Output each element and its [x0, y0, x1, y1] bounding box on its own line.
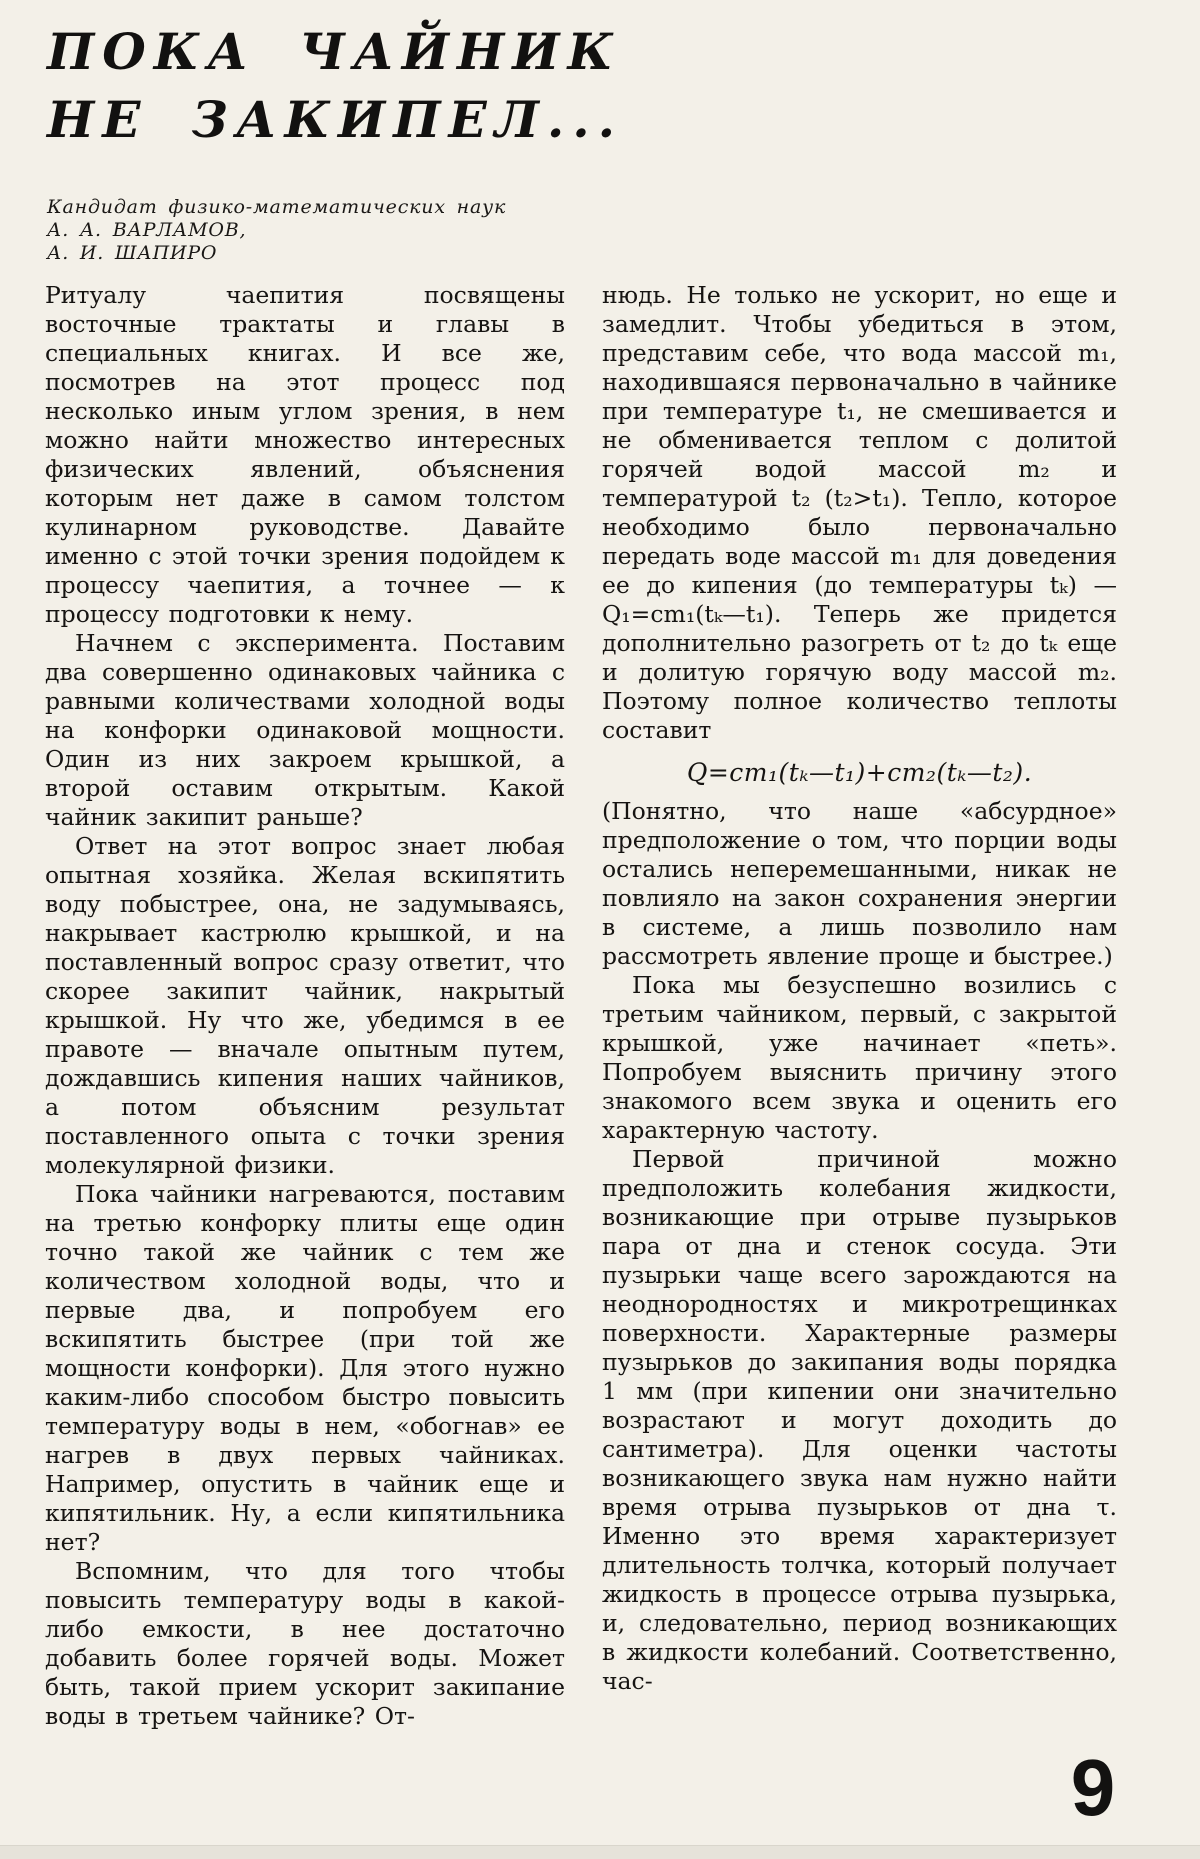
page-number: 9: [1070, 1743, 1116, 1832]
paragraph: Пока мы безуспешно возились с третьим чайником, первый, с закрытой крышкой, уже начинает «петь». Попробуем выяснить причину этого знакомого всем звука и оценить его характерную частоту.: [602, 971, 1117, 1144]
paragraph: Первой причиной можно предположить колебания жидкости, возникающие при отрыве пузырьков пара от дна и стенок сосуда. Эти пузырьки чаще всего зарождаются на неоднородностях и микротрещинках поверхности. Характерные размеры пузырьков до закипания воды порядка 1 мм (при кипении они значительно возрастают и могут доходить до сантиметра). Для оценки частоты возникающего звука нам нужно найти время отрыва пузырьков от дна τ. Именно это время характеризует длительность толчка, который получает жидкость в процессе отрыва пузырька, и, следовательно, период возникающих в жидкости колебаний. Соответственно, час-: [602, 1145, 1117, 1695]
byline-credentials: Кандидат физико-математических наук: [47, 196, 507, 218]
byline-author-1: А. А. ВАРЛАМОВ,: [47, 219, 247, 241]
article-title-line1: ПОКА ЧАЙНИК: [47, 22, 621, 81]
article-body: [45, 281, 1117, 1731]
right-column: [602, 281, 1117, 1731]
paragraph: нюдь. Не только не ускорит, но еще и замедлит. Чтобы убедиться в этом, представим себе, что вода массой m₁, находившаяся первоначально в чайнике при температуре t₁, не смешивается и не обменивается теплом с долитой горячей водой массой m₂ и температурой t₂ (t₂>t₁). Тепло, которое необходимо было первоначально передать воде массой m₁ для доведения ее до кипения (до температуры tₖ) — Q₁=cm₁(tₖ—t₁). Теперь же придется дополнительно разогреть от t₂ до tₖ еще и долитую горячую воду массой m₂. Поэтому полное количество теплоты составит: [602, 281, 1117, 744]
article-title-line2: НЕ ЗАКИПЕЛ...: [47, 90, 624, 149]
paragraph: Ритуалу чаепития посвящены восточные трактаты и главы в специальных книгах. И все же, посмотрев на этот процесс под несколько иным углом зрения, в нем можно найти множество интересных физических явлений, объяснения которым нет даже в самом толстом кулинарном руководстве. Давайте именно с этой точки зрения подойдем к процессу чаепития, а точнее — к процессу подготовки к нему.: [45, 281, 565, 628]
left-column: [45, 281, 565, 1731]
paragraph: Ответ на этот вопрос знает любая опытная хозяйка. Желая вскипятить воду побыстрее, она, не задумываясь, накрывает кастрюлю крышкой, и на поставленный вопрос сразу ответит, что скорее закипит чайник, накрытый крышкой. Ну что же, убедимся в ее правоте — вначале опытным путем, дождавшись кипения наших чайников, а потом объясним результат поставленного опыта с точки зрения молекулярной физики.: [45, 832, 565, 1179]
byline: [47, 196, 506, 265]
paragraph: Вспомним, что для того чтобы повысить температуру воды в какой-либо емкости, в нее достаточно добавить более горячей воды. Может быть, такой прием ускорит закипание воды в третьем чайнике? От-: [45, 1557, 565, 1730]
page-bottom-edge: [0, 1845, 1200, 1859]
display-formula: Q=cm₁(tₖ—t₁)+cm₂(tₖ—t₂).: [686, 758, 1033, 787]
paragraph: Пока чайники нагреваются, поставим на третью конфорку плиты еще один точно такой же чайник с тем же количеством холодной воды, что и первые два, и попробуем его вскипятить быстрее (при той же мощности конфорки). Для этого нужно каким-либо способом быстро повысить температуру воды в нем, «обогнав» ее нагрев в двух первых чайниках. Например, опустить в чайник еще и кипятильник. Ну, а если кипятильника нет?: [45, 1180, 565, 1556]
paragraph: Начнем с эксперимента. Поставим два совершенно одинаковых чайника с равными количествами холодной воды на конфорки одинаковой мощности. Один из них закроем крышкой, а второй оставим открытым. Какой чайник закипит раньше?: [45, 629, 565, 831]
article-title: [47, 18, 623, 154]
paragraph: (Понятно, что наше «абсурдное» предположение о том, что порции воды остались неперемешанными, никак не повлияло на закон сохранения энергии в системе, а лишь позволило нам рассмотреть явление проще и быстрее.): [602, 797, 1117, 970]
byline-author-2: А. И. ШАПИРО: [47, 242, 218, 264]
